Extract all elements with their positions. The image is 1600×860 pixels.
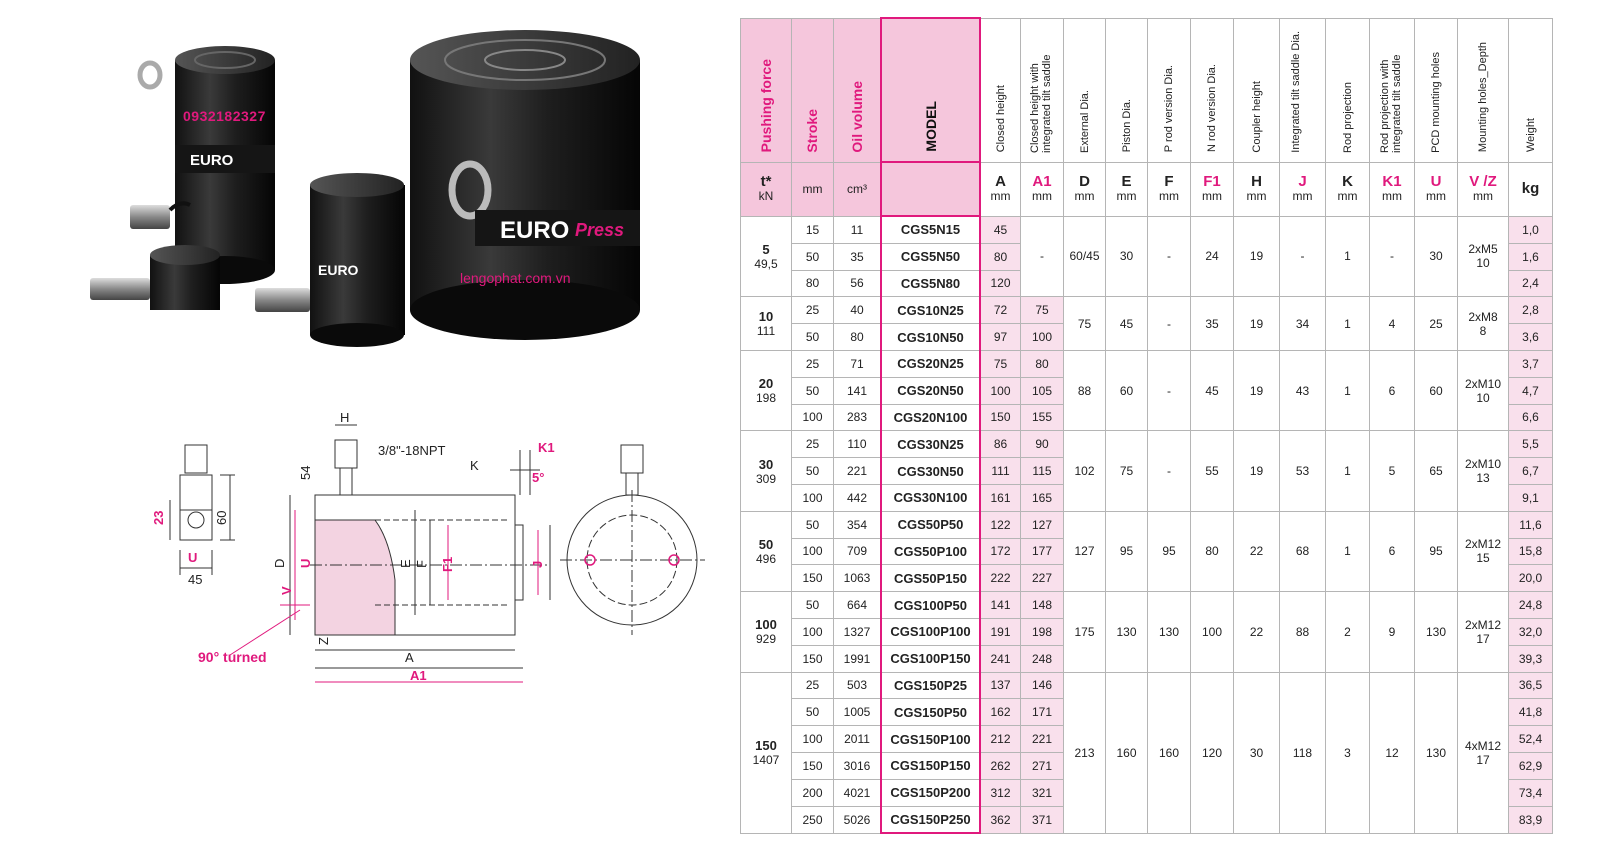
dim-K-cell: 1 [1326, 297, 1370, 351]
dim-H-cell: 30 [1234, 672, 1280, 833]
closed-height-saddle-cell: 371 [1021, 806, 1064, 833]
closed-height-cell: 150 [980, 404, 1021, 431]
svg-text:EURO: EURO [500, 217, 570, 244]
dim-U-side: U [188, 550, 198, 565]
weight-cell: 9,1 [1509, 484, 1553, 511]
phone-watermark: 0932182327 [183, 108, 266, 124]
header-force: Pushing force [741, 18, 792, 162]
dim-K-cell: 2 [1326, 592, 1370, 672]
svg-text:Press: Press [575, 220, 625, 240]
dim-H-cell: 22 [1234, 592, 1280, 672]
closed-height-cell: 212 [980, 726, 1021, 753]
stroke-cell: 50 [792, 511, 834, 538]
dim-F: F [414, 560, 429, 568]
dim-A: A [405, 650, 414, 665]
model-cell: CGS20N50 [881, 377, 980, 404]
end-view [560, 445, 705, 635]
oil-cell: 1991 [834, 645, 882, 672]
closed-height-saddle-cell: 80 [1021, 350, 1064, 377]
force-cell: 30 309 [741, 431, 792, 511]
weight-cell: 3,7 [1509, 350, 1553, 377]
weight-cell: 11,6 [1509, 511, 1553, 538]
unit-VZ: V /Z mm [1458, 162, 1509, 216]
weight-cell: 6,6 [1509, 404, 1553, 431]
weight-cell: 39,3 [1509, 645, 1553, 672]
header-VZ: Mounting holes_Depth [1458, 18, 1509, 162]
weight-cell: 2,8 [1509, 297, 1553, 324]
unit-stroke: mm [792, 162, 834, 216]
dim-D-cell: 175 [1064, 592, 1106, 672]
closed-height-cell: 362 [980, 806, 1021, 833]
oil-cell: 71 [834, 350, 882, 377]
header-K1: Rod projection with integrated tilt saddle [1370, 18, 1415, 162]
dim-F1-cell: 80 [1191, 511, 1234, 591]
oil-cell: 80 [834, 324, 882, 351]
dim-Z: Z [316, 637, 331, 645]
dim-K-cell: 3 [1326, 672, 1370, 833]
dim-J-cell: - [1280, 216, 1326, 297]
dim-K1-cell: 9 [1370, 592, 1415, 672]
dim-F1-cell: 45 [1191, 350, 1234, 430]
dim-F1-cell: 55 [1191, 431, 1234, 511]
dim-J: J [530, 560, 545, 568]
weight-cell: 83,9 [1509, 806, 1553, 833]
header-model: MODEL [881, 18, 980, 162]
dim-U-cell: 65 [1415, 431, 1458, 511]
closed-height-cell: 100 [980, 377, 1021, 404]
dim-J-cell: 53 [1280, 431, 1326, 511]
oil-cell: 35 [834, 243, 882, 270]
closed-height-cell: 122 [980, 511, 1021, 538]
dim-U-cell: 30 [1415, 216, 1458, 297]
oil-cell: 110 [834, 431, 882, 458]
unit-K: K mm [1326, 162, 1370, 216]
model-cell: CGS100P100 [881, 618, 980, 645]
header-F1: N rod version Dia. [1191, 18, 1234, 162]
site-watermark: lengophat.com.vn [460, 270, 571, 286]
model-cell: CGS10N50 [881, 324, 980, 351]
mounting-holes-cell: 2xM12 17 [1458, 592, 1509, 672]
mounting-holes-cell: 2xM12 15 [1458, 511, 1509, 591]
closed-height-cell: 137 [980, 672, 1021, 699]
dim-U-cell: 130 [1415, 592, 1458, 672]
weight-cell: 6,7 [1509, 458, 1553, 485]
stroke-cell: 25 [792, 297, 834, 324]
unit-F1: F1 mm [1191, 162, 1234, 216]
oil-cell: 11 [834, 216, 882, 243]
table-row [741, 672, 1553, 699]
closed-height-cell: 222 [980, 565, 1021, 592]
closed-height-cell: 161 [980, 484, 1021, 511]
dim-E-cell: 45 [1106, 297, 1148, 351]
dim-F-cell: - [1148, 350, 1191, 430]
stroke-cell: 100 [792, 618, 834, 645]
oil-cell: 2011 [834, 726, 882, 753]
unit-A: A mm [980, 162, 1021, 216]
table-row [741, 431, 1553, 458]
unit-force: t* kN [741, 162, 792, 216]
dim-D-cell: 127 [1064, 511, 1106, 591]
dim-54: 54 [298, 465, 313, 480]
closed-height-cell: 97 [980, 324, 1021, 351]
stroke-cell: 100 [792, 484, 834, 511]
header-weight: Weight [1509, 18, 1553, 162]
closed-height-cell: 241 [980, 645, 1021, 672]
oil-cell: 141 [834, 377, 882, 404]
dim-H-cell: 19 [1234, 297, 1280, 351]
dim-45: 45 [188, 572, 203, 587]
force-cell: 150 1407 [741, 672, 792, 833]
closed-height-cell: 72 [980, 297, 1021, 324]
table-row [741, 511, 1553, 538]
model-cell: CGS10N25 [881, 297, 980, 324]
unit-F: F mm [1148, 162, 1191, 216]
oil-cell: 283 [834, 404, 882, 431]
dim-K: K [470, 458, 479, 473]
dim-60: 60 [214, 510, 229, 525]
model-cell: CGS30N25 [881, 431, 980, 458]
stroke-cell: 50 [792, 324, 834, 351]
stroke-cell: 200 [792, 779, 834, 806]
oil-cell: 664 [834, 592, 882, 619]
model-cell: CGS30N50 [881, 458, 980, 485]
stroke-cell: 50 [792, 377, 834, 404]
dim-F-cell: 160 [1148, 672, 1191, 833]
dim-D: D [272, 558, 287, 568]
model-cell: CGS150P150 [881, 752, 980, 779]
mounting-holes-cell: 2xM5 10 [1458, 216, 1509, 297]
model-cell: CGS150P200 [881, 779, 980, 806]
weight-cell: 20,0 [1509, 565, 1553, 592]
dim-K-cell: 1 [1326, 431, 1370, 511]
closed-height-saddle-cell: 155 [1021, 404, 1064, 431]
weight-cell: 73,4 [1509, 779, 1553, 806]
force-cell: 50 496 [741, 511, 792, 591]
stroke-cell: 80 [792, 270, 834, 297]
thread-label: 3/8"-18NPT [378, 443, 446, 458]
closed-height-cell: 45 [980, 216, 1021, 243]
weight-cell: 4,7 [1509, 377, 1553, 404]
dim-H-cell: 19 [1234, 431, 1280, 511]
force-cell: 100 929 [741, 592, 792, 672]
dim-D-cell: 213 [1064, 672, 1106, 833]
table-row [741, 592, 1553, 619]
stroke-cell: 150 [792, 752, 834, 779]
model-cell: CGS5N15 [881, 216, 980, 243]
weight-cell: 15,8 [1509, 538, 1553, 565]
table-row [741, 297, 1553, 324]
model-cell: CGS100P50 [881, 592, 980, 619]
dim-H-cell: 19 [1234, 216, 1280, 297]
unit-U: U mm [1415, 162, 1458, 216]
dim-U-cell: 130 [1415, 672, 1458, 833]
unit-H: H mm [1234, 162, 1280, 216]
closed-height-saddle-cell: 127 [1021, 511, 1064, 538]
dim-K1-cell: - [1370, 216, 1415, 297]
closed-height-saddle-cell: 165 [1021, 484, 1064, 511]
mounting-holes-cell: 2xM8 8 [1458, 297, 1509, 351]
oil-cell: 56 [834, 270, 882, 297]
cylinder-medium [255, 173, 405, 347]
dim-E-cell: 60 [1106, 350, 1148, 430]
unit-E: E mm [1106, 162, 1148, 216]
dim-K1-cell: 5 [1370, 431, 1415, 511]
header-row [741, 18, 1553, 162]
unit-model [881, 162, 980, 216]
weight-cell: 24,8 [1509, 592, 1553, 619]
dim-V: V [279, 586, 294, 595]
stroke-cell: 150 [792, 565, 834, 592]
model-cell: CGS50P150 [881, 565, 980, 592]
side-view [170, 445, 235, 575]
closed-height-cell: 120 [980, 270, 1021, 297]
stroke-cell: 25 [792, 431, 834, 458]
dim-K1-cell: 4 [1370, 297, 1415, 351]
section-view [290, 425, 550, 668]
header-D: External Dia. [1064, 18, 1106, 162]
weight-cell: 2,4 [1509, 270, 1553, 297]
closed-height-cell: 86 [980, 431, 1021, 458]
header-A1: Closed height with integrated tilt saddle [1021, 18, 1064, 162]
dim-K1-cell: 12 [1370, 672, 1415, 833]
closed-height-cell: 111 [980, 458, 1021, 485]
dim-F-cell: - [1148, 431, 1191, 511]
model-cell: CGS5N50 [881, 243, 980, 270]
model-cell: CGS150P50 [881, 699, 980, 726]
dim-E: E [398, 559, 413, 568]
weight-cell: 32,0 [1509, 618, 1553, 645]
table-row [741, 216, 1553, 243]
closed-height-cell: 312 [980, 779, 1021, 806]
dim-F1-cell: 100 [1191, 592, 1234, 672]
model-cell: CGS50P100 [881, 538, 980, 565]
dim-D-cell: 60/45 [1064, 216, 1106, 297]
dim-U-cell: 25 [1415, 297, 1458, 351]
spec-body [741, 216, 1553, 833]
dim-E-cell: 130 [1106, 592, 1148, 672]
dim-angle: 5° [532, 470, 545, 485]
svg-text:EURO: EURO [190, 152, 234, 169]
closed-height-saddle-cell: 227 [1021, 565, 1064, 592]
force-cell: 10 111 [741, 297, 792, 351]
weight-cell: 1,0 [1509, 216, 1553, 243]
closed-height-saddle-cell: 90 [1021, 431, 1064, 458]
stroke-cell: 150 [792, 645, 834, 672]
closed-height-saddle-cell: 171 [1021, 699, 1064, 726]
closed-height-cell: 172 [980, 538, 1021, 565]
closed-height-cell: 191 [980, 618, 1021, 645]
dim-K1-cell: 6 [1370, 350, 1415, 430]
header-E: Piston Dia. [1106, 18, 1148, 162]
model-cell: CGS100P150 [881, 645, 980, 672]
closed-height-saddle-cell: 177 [1021, 538, 1064, 565]
closed-height-saddle-cell: - [1021, 216, 1064, 297]
weight-cell: 3,6 [1509, 324, 1553, 351]
unit-K1: K1 mm [1370, 162, 1415, 216]
dim-D-cell: 102 [1064, 431, 1106, 511]
unit-A1: A1 mm [1021, 162, 1064, 216]
spec-table [740, 17, 1553, 834]
closed-height-saddle-cell: 221 [1021, 726, 1064, 753]
header-stroke: Stroke [792, 18, 834, 162]
dim-E-cell: 30 [1106, 216, 1148, 297]
closed-height-cell: 75 [980, 350, 1021, 377]
dim-J-cell: 88 [1280, 592, 1326, 672]
model-cell: CGS5N80 [881, 270, 980, 297]
dim-J-cell: 118 [1280, 672, 1326, 833]
units-row [741, 162, 1553, 216]
weight-cell: 5,5 [1509, 431, 1553, 458]
dim-F-cell: - [1148, 216, 1191, 297]
stroke-cell: 25 [792, 672, 834, 699]
stroke-cell: 50 [792, 699, 834, 726]
header-A: Closed height [980, 18, 1021, 162]
unit-D: D mm [1064, 162, 1106, 216]
unit-oil: cm³ [834, 162, 882, 216]
weight-cell: 36,5 [1509, 672, 1553, 699]
dim-K1: K1 [538, 440, 555, 455]
oil-cell: 3016 [834, 752, 882, 779]
header-K: Rod projection [1326, 18, 1370, 162]
model-cell: CGS150P100 [881, 726, 980, 753]
stroke-cell: 100 [792, 404, 834, 431]
dim-H-cell: 22 [1234, 511, 1280, 591]
closed-height-saddle-cell: 75 [1021, 297, 1064, 324]
oil-cell: 4021 [834, 779, 882, 806]
dim-K1-cell: 6 [1370, 511, 1415, 591]
unit-J: J mm [1280, 162, 1326, 216]
model-cell: CGS30N100 [881, 484, 980, 511]
header-J: Integrated tilt saddle Dia. [1280, 18, 1326, 162]
stroke-cell: 50 [792, 592, 834, 619]
oil-cell: 1063 [834, 565, 882, 592]
closed-height-saddle-cell: 148 [1021, 592, 1064, 619]
dim-F-cell: 95 [1148, 511, 1191, 591]
dim-F-cell: - [1148, 297, 1191, 351]
closed-height-saddle-cell: 271 [1021, 752, 1064, 779]
force-cell: 20 198 [741, 350, 792, 430]
stroke-cell: 15 [792, 216, 834, 243]
left-panel [0, 0, 730, 860]
dim-D-cell: 88 [1064, 350, 1106, 430]
header-H: Coupler height [1234, 18, 1280, 162]
oil-cell: 503 [834, 672, 882, 699]
turned-label: 90° turned [198, 649, 267, 665]
closed-height-saddle-cell: 248 [1021, 645, 1064, 672]
dim-A1: A1 [410, 668, 427, 683]
stroke-cell: 25 [792, 350, 834, 377]
unit-weight: kg [1509, 162, 1553, 216]
closed-height-cell: 162 [980, 699, 1021, 726]
mounting-holes-cell: 2xM10 13 [1458, 431, 1509, 511]
stroke-cell: 100 [792, 726, 834, 753]
table-row [741, 350, 1553, 377]
dim-D-cell: 75 [1064, 297, 1106, 351]
cylinder-large [410, 30, 640, 340]
oil-cell: 221 [834, 458, 882, 485]
closed-height-cell: 262 [980, 752, 1021, 779]
dim-K-cell: 1 [1326, 350, 1370, 430]
dim-E-cell: 95 [1106, 511, 1148, 591]
dim-H: H [340, 410, 350, 425]
model-cell: CGS20N25 [881, 350, 980, 377]
mounting-holes-cell: 4xM12 17 [1458, 672, 1509, 833]
dim-H-cell: 19 [1234, 350, 1280, 430]
closed-height-saddle-cell: 146 [1021, 672, 1064, 699]
weight-cell: 62,9 [1509, 752, 1553, 779]
closed-height-saddle-cell: 198 [1021, 618, 1064, 645]
force-cell: 5 49,5 [741, 216, 792, 297]
oil-cell: 1005 [834, 699, 882, 726]
dim-F1-cell: 120 [1191, 672, 1234, 833]
dim-F1-cell: 35 [1191, 297, 1234, 351]
oil-cell: 709 [834, 538, 882, 565]
dim-U-cell: 60 [1415, 350, 1458, 430]
cylinder-flat [90, 245, 220, 310]
dim-E-cell: 75 [1106, 431, 1148, 511]
svg-text:EURO: EURO [318, 262, 359, 278]
oil-cell: 1327 [834, 618, 882, 645]
dim-F1: F1 [440, 556, 455, 572]
dim-F-cell: 130 [1148, 592, 1191, 672]
stroke-cell: 250 [792, 806, 834, 833]
dim-K-cell: 1 [1326, 511, 1370, 591]
technical-drawing [130, 400, 730, 700]
closed-height-saddle-cell: 115 [1021, 458, 1064, 485]
weight-cell: 52,4 [1509, 726, 1553, 753]
oil-cell: 442 [834, 484, 882, 511]
weight-cell: 41,8 [1509, 699, 1553, 726]
weight-cell: 1,6 [1509, 243, 1553, 270]
dim-J-cell: 68 [1280, 511, 1326, 591]
stroke-cell: 50 [792, 243, 834, 270]
model-cell: CGS20N100 [881, 404, 980, 431]
closed-height-saddle-cell: 100 [1021, 324, 1064, 351]
closed-height-saddle-cell: 105 [1021, 377, 1064, 404]
stroke-cell: 100 [792, 538, 834, 565]
oil-cell: 5026 [834, 806, 882, 833]
product-photo [60, 20, 660, 360]
header-U: PCD mounting holes [1415, 18, 1458, 162]
closed-height-cell: 80 [980, 243, 1021, 270]
closed-height-saddle-cell: 321 [1021, 779, 1064, 806]
mounting-holes-cell: 2xM10 10 [1458, 350, 1509, 430]
dim-U-cell: 95 [1415, 511, 1458, 591]
dim-E-cell: 160 [1106, 672, 1148, 833]
model-cell: CGS150P25 [881, 672, 980, 699]
dim-J-cell: 43 [1280, 350, 1326, 430]
header-oil: Oil volume [834, 18, 882, 162]
dim-J-cell: 34 [1280, 297, 1326, 351]
stroke-cell: 50 [792, 458, 834, 485]
dim-U: U [298, 558, 313, 568]
model-cell: CGS50P50 [881, 511, 980, 538]
dim-23: 23 [151, 510, 166, 525]
oil-cell: 40 [834, 297, 882, 324]
dim-F1-cell: 24 [1191, 216, 1234, 297]
oil-cell: 354 [834, 511, 882, 538]
header-F: P rod version Dia. [1148, 18, 1191, 162]
dim-K-cell: 1 [1326, 216, 1370, 297]
closed-height-cell: 141 [980, 592, 1021, 619]
model-cell: CGS150P250 [881, 806, 980, 833]
